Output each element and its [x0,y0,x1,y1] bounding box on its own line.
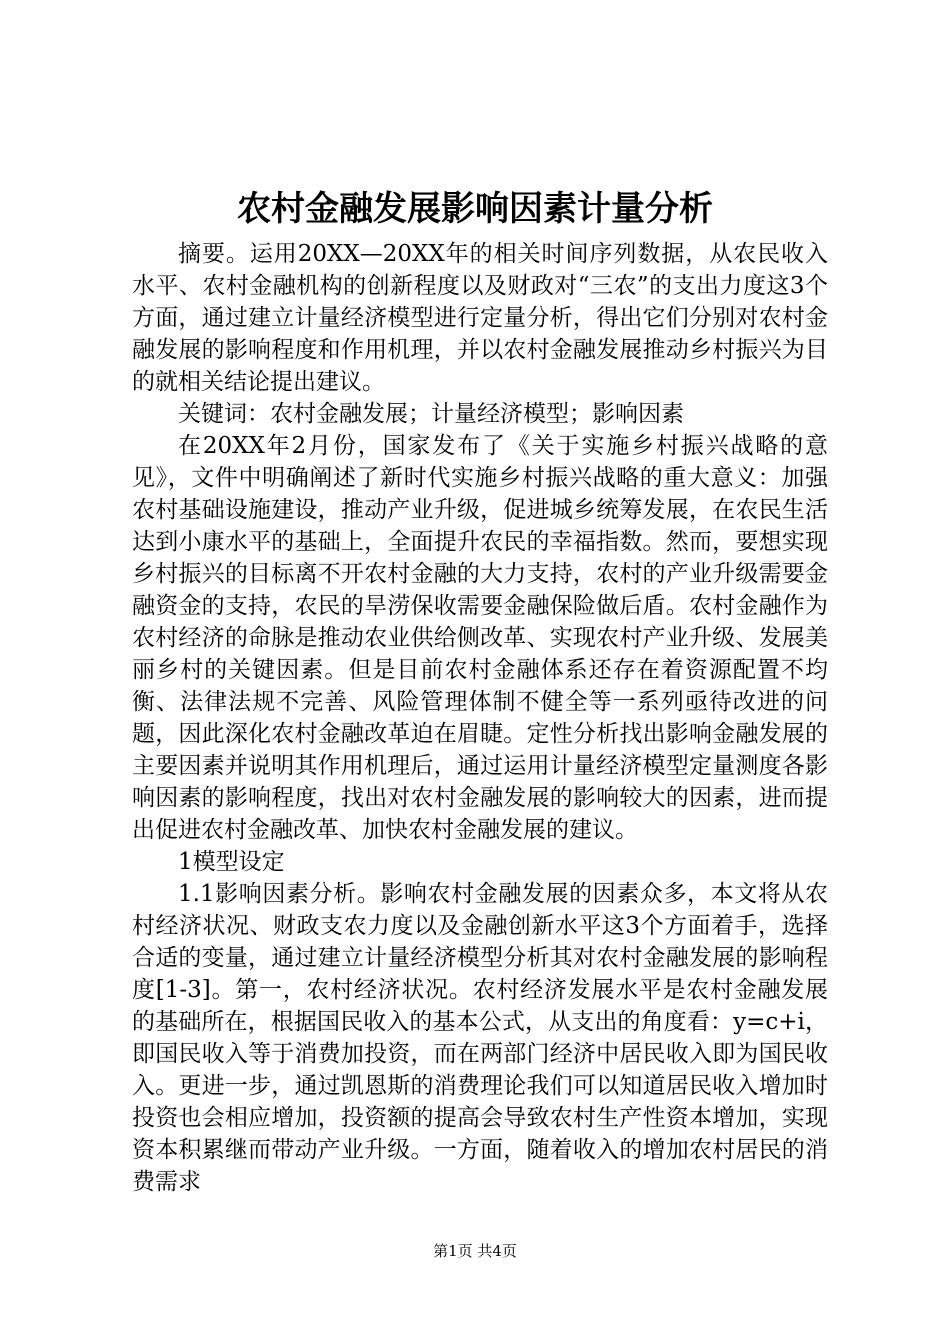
section-heading: 1模型设定 [178,849,285,875]
intro-paragraph: 在20XX年2月份，国家发布了《关于实施乡村振兴战略的意见》，文件中明确阐述了新时代实施乡村振兴战略的重大意义：加强农村基础设施建设，推动产业升级，促进城乡统筹发展，在农民生活达到小康水平的基础上，全面提升农民的幸福指数。然而，要想实现乡村振兴的目标离不开农村金融的大力支持，农村的产业升级需要金融资金的支持，农民的旱涝保收需要金融保险做后盾。农村金融作为农村经济的命脉是推动农业供给侧改革、实现农村产业升级、发展美丽乡村的关键因素。但是目前农村金融体系还存在着资源配置不均衡、法律法规不完善、风险管理体制不健全等一系列亟待改进的问题，因此深化农村金融改革迫在眉睫。定性分析找出影响金融发展的主要因素并说明其作用机理后，通过运用计量经济模型定量测度各影响因素的影响程度，找出对农村金融发展的影响较大的因素，进而提出促进农村金融改革、加快农村金融发展的建议。 [132,433,828,843]
section-paragraph: 1.1影响因素分析。影响农村金融发展的因素众多，本文将从农村经济状况、财政支农力度以及金融创新水平这3个方面着手，选择合适的变量，通过建立计量经济模型分析其对农村金融发展的影响程度[1-3]。第一，农村经济状况。农村经济发展水平是农村金融发展的基础所在，根据国民收入的基本公式，从支出的角度看：y=c+i，即国民收入等于消费加投资，而在两部门经济中居民收入即为国民收入。更进一步，通过凯恩斯的消费理论我们可以知道居民收入增加时投资也会相应增加，投资额的提高会导致农村生产性资本增加，实现资本积累继而带动产业升级。一方面，随着收入的增加农村居民的消费需求 [132,881,828,1195]
page-footer: 第1页 共4页 [433,1242,517,1260]
abstract-paragraph: 摘要。运用20XX—20XX年的相关时间序列数据，从农民收入水平、农村金融机构的创新程度以及财政对“三农”的支出力度这3个方面，通过建立计量经济模型进行定量分析，得出它们分别对农村金融发展的影响程度和作用机理，并以农村金融发展推动乡村振兴为目的就相关结论提出建议。 [132,241,828,395]
document-body [132,238,828,1198]
keywords-paragraph: 关键词：农村金融发展；计量经济模型；影响因素 [178,401,684,427]
document-title: 农村金融发展影响因素计量分析 [237,189,713,229]
